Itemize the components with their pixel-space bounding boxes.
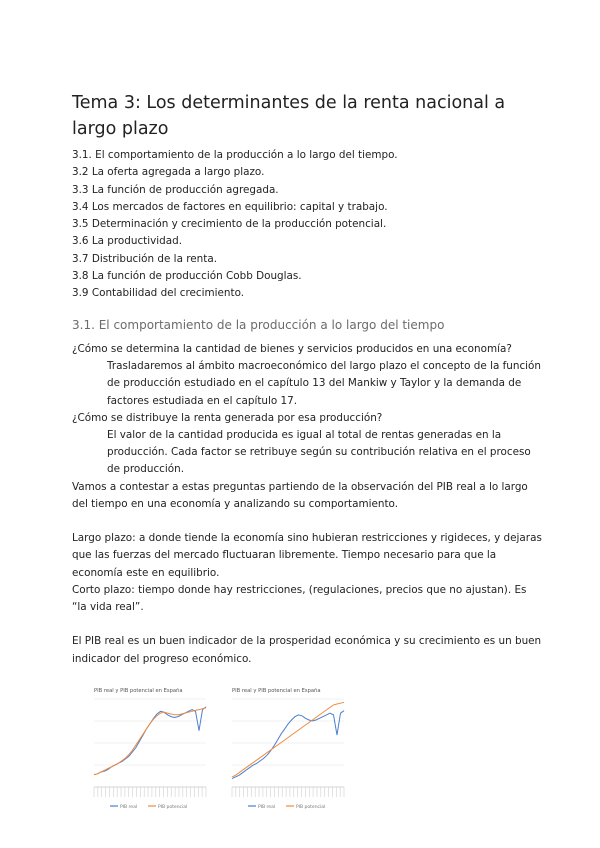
toc-item: 3.8 La función de producción Cobb Douglas.: [72, 270, 302, 283]
legend-label: PIB real: [258, 804, 276, 810]
answer-paragraph: Trasladaremos al ámbito macroeconómico del largo plazo el concepto de la función de producción estudiado en el capítulo 13 del Mankiw y Taylor y la demanda de factores estudiada en el capítulo 17.: [107, 360, 542, 407]
toc-item: 3.9 Contabilidad del crecimiento.: [72, 287, 245, 300]
toc-item: 3.3 La función de producción agregada.: [72, 183, 279, 196]
charts-figure: [80, 683, 350, 818]
body-paragraph: Corto plazo: tiempo donde hay restricciones, (regulaciones, precios que no ajustan). Es “la vida real”.: [72, 583, 527, 614]
paragraph-gap: [72, 616, 542, 633]
chart-title: PIB real y PIB potencial en España: [94, 688, 183, 694]
answer-paragraph: El valor de la cantidad producida es igual al total de rentas generadas en la producción. Cada factor se retribuye según su contribución relativa en el proceso de producción.: [107, 429, 531, 476]
toc-item: 3.7 Distribución de la renta.: [72, 252, 218, 265]
series-line-pib-real: [94, 707, 206, 775]
toc-item: 3.2 La oferta agregada a largo plazo.: [72, 166, 265, 179]
section-heading: 3.1. El comportamiento de la producción a lo largo del tiempo: [72, 318, 445, 332]
series-line-pib-potencial: [232, 702, 344, 777]
question-paragraph: ¿Cómo se distribuye la renta generada por esa producción?: [72, 411, 383, 424]
chart-title: PIB real y PIB potencial en España: [232, 688, 321, 694]
body-paragraph: Vamos a contestar a estas preguntas partiendo de la observación del PIB real a lo largo del tiempo en una economía y analizando su comportamiento.: [72, 480, 528, 510]
question-paragraph: ¿Cómo se determina la cantidad de bienes y servicios producidos en una economía?: [72, 343, 512, 355]
toc-item: 3.6 La productividad.: [72, 235, 183, 248]
paragraph-gap: [72, 513, 542, 530]
legend-label: PIB potencial: [158, 804, 188, 810]
charts-svg: [80, 683, 350, 818]
toc-item: 3.5 Determinación y crecimiento de la producción potencial.: [72, 218, 387, 231]
page-title: Tema 3: Los determinantes de la renta nacional a largo plazo: [72, 93, 506, 139]
legend-label: PIB potencial: [296, 804, 326, 810]
section-body: [72, 341, 542, 668]
toc-item: 3.4 Los mercados de factores en equilibrio: capital y trabajo.: [72, 200, 388, 213]
body-paragraph: El PIB real es un buen indicador de la prosperidad económica y su crecimiento es un buen indicador del progreso económico.: [72, 635, 542, 665]
table-of-contents: [72, 147, 542, 303]
body-paragraph: Largo plazo: a donde tiende la economía sino hubieran restricciones y rigideces, y dejaras que las fuerzas del mercado fluctuaran libremente. Tiempo necesario para que la economía este en equilibrio.: [72, 532, 542, 579]
series-line-pib-potencial: [94, 708, 206, 775]
toc-item: 3.1. El comportamiento de la producción a lo largo del tiempo.: [72, 149, 398, 161]
legend-label: PIB real: [120, 804, 138, 810]
